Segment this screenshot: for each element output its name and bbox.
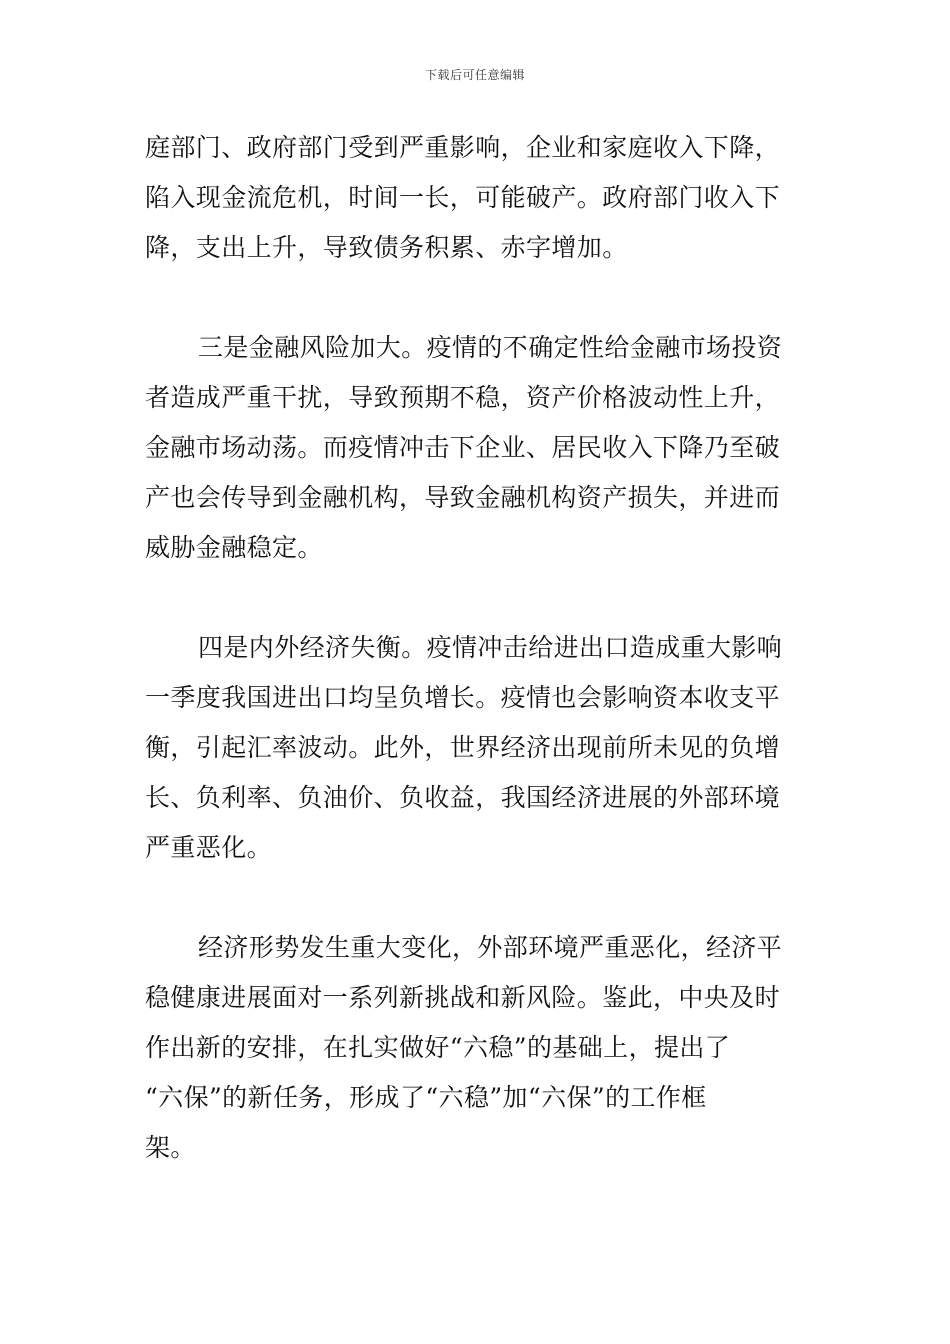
paragraph-2-line-1: 三是金融风险加大。疫情的不确定性给金融市场投资 (198, 333, 783, 362)
paragraph-3-line-2: 一季度我国进出口均呈负增长。疫情也会影响资本收支平 (145, 683, 781, 712)
paragraph-3-line-1: 四是内外经济失衡。疫情冲击给进出口造成重大影响 (198, 633, 783, 662)
page-header: 下载后可任意编辑 (424, 68, 525, 82)
paragraph-2-line-5: 威胁金融稳定。 (145, 533, 323, 562)
paragraph-3-line-5: 严重恶化。 (145, 833, 273, 862)
paragraph-4-line-4: “六保”的新任务，形成了“六稳”加“六保”的工作框 (145, 1083, 707, 1112)
paragraph-4-line-2: 稳健康进展面对一系列新挑战和新风险。鉴此，中央及时 (145, 983, 781, 1012)
paragraph-4-line-3: 作出新的安排，在扎实做好“六稳”的基础上，提出了 (145, 1033, 731, 1062)
paragraph-4-line-5: 架。 (145, 1133, 196, 1162)
paragraph-1-line-3: 降，支出上升，导致债务积累、赤字增加。 (145, 233, 628, 262)
paragraph-2-line-2: 者造成严重干扰，导致预期不稳，资产价格波动性上升， (145, 383, 781, 412)
paragraph-2-line-3: 金融市场动荡。而疫情冲击下企业、居民收入下降乃至破 (145, 433, 781, 462)
paragraph-3-line-3: 衡，引起汇率波动。此外，世界经济出现前所未见的负增 (145, 733, 781, 762)
paragraph-1-line-1: 庭部门、政府部门受到严重影响，企业和家庭收入下降， (145, 133, 781, 162)
paragraph-2-line-4: 产也会传导到金融机构，导致金融机构资产损失，并进而 (145, 483, 781, 512)
paragraph-4-line-1: 经济形势发生重大变化，外部环境严重恶化，经济平 (198, 933, 783, 962)
paragraph-3-line-4: 长、负利率、负油价、负收益，我国经济进展的外部环境 (145, 783, 781, 812)
paragraph-1-line-2: 陷入现金流危机，时间一长，可能破产。政府部门收入下 (145, 183, 781, 212)
